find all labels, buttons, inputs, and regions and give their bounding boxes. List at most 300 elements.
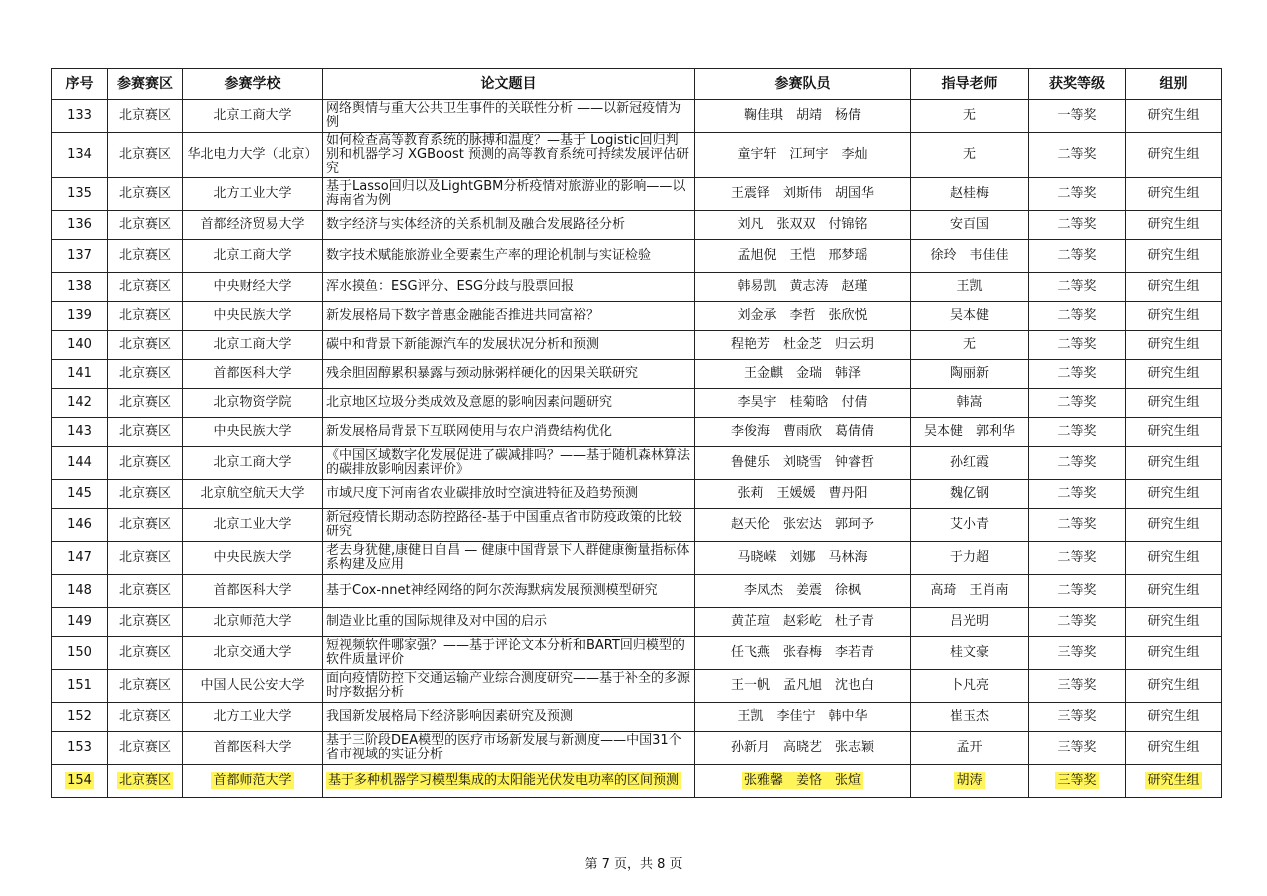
- row-zone-cell: [108, 703, 183, 732]
- row-title-text: 新发展格局背景下互联网使用与农户消费结构优化: [326, 424, 613, 439]
- row-members-cell: [695, 211, 911, 240]
- row-no-text: 133: [67, 108, 92, 123]
- row-group-cell: [1126, 703, 1222, 732]
- row-members-cell: [695, 240, 911, 273]
- table-row: [52, 670, 1222, 703]
- row-school-text: 首都医科大学: [213, 366, 292, 381]
- row-zone-cell: [108, 542, 183, 575]
- row-title-cell: [323, 447, 695, 480]
- row-title-text: 浑水摸鱼：ESG评分、ESG分歧与股票回报: [326, 279, 575, 294]
- row-zone-cell: [108, 211, 183, 240]
- row-no-text: 139: [67, 308, 92, 323]
- table-row: [52, 273, 1222, 302]
- row-group-cell: [1126, 331, 1222, 360]
- row-title-cell: [323, 637, 695, 670]
- row-award-cell: [1029, 211, 1126, 240]
- row-advisor-cell: [911, 418, 1029, 447]
- row-school-text: 中国人民公安大学: [200, 678, 305, 693]
- row-zone-cell: [108, 509, 183, 542]
- row-title-cell: [323, 765, 695, 798]
- table-row: [52, 637, 1222, 670]
- table-row: [52, 302, 1222, 331]
- row-no-cell: [52, 100, 108, 133]
- row-school-cell: [183, 509, 323, 542]
- row-no-text: 152: [67, 709, 92, 724]
- row-no-cell: [52, 608, 108, 637]
- row-members-cell: [695, 360, 911, 389]
- row-school-cell: [183, 608, 323, 637]
- row-advisor-cell: [911, 765, 1029, 798]
- row-award-text: 二等奖: [1057, 424, 1097, 439]
- table-row: [52, 765, 1222, 798]
- row-award-cell: [1029, 703, 1126, 732]
- header-advisor: 指导老师: [911, 69, 1029, 100]
- row-group-text: 研究生组: [1147, 709, 1200, 724]
- row-advisor-cell: [911, 575, 1029, 608]
- row-group-text: 研究生组: [1147, 517, 1200, 532]
- row-members-text: 王凯 李佳宁 韩中华: [737, 709, 868, 724]
- row-school-cell: [183, 765, 323, 798]
- row-no-text: 135: [67, 186, 92, 201]
- row-group-cell: [1126, 389, 1222, 418]
- row-no-text: 154: [67, 773, 92, 788]
- row-award-text: 二等奖: [1057, 395, 1097, 410]
- row-group-text: 研究生组: [1147, 455, 1200, 470]
- row-advisor-text: 安百国: [949, 217, 989, 232]
- row-award-text: 二等奖: [1057, 614, 1097, 629]
- row-zone-text: 北京赛区: [118, 147, 171, 162]
- row-school-text: 北京工商大学: [213, 455, 292, 470]
- row-members-cell: [695, 100, 911, 133]
- row-group-cell: [1126, 732, 1222, 765]
- row-advisor-cell: [911, 302, 1029, 331]
- row-title-text: 新冠疫情长期动态防控路径-基于中国重点省市防疫政策的比较研究: [326, 510, 682, 539]
- page-footer: 第 7 页，共 8 页: [584, 857, 683, 872]
- row-zone-text: 北京赛区: [118, 645, 171, 660]
- row-title-cell: [323, 302, 695, 331]
- row-award-cell: [1029, 240, 1126, 273]
- row-group-cell: [1126, 133, 1222, 178]
- row-award-cell: [1029, 273, 1126, 302]
- row-award-cell: [1029, 331, 1126, 360]
- row-zone-cell: [108, 273, 183, 302]
- row-group-text: 研究生组: [1147, 486, 1200, 501]
- row-zone-text: 北京赛区: [118, 186, 171, 201]
- row-title-text: 基于Cox-nnet神经网络的阿尔茨海默病发展预测模型研究: [326, 583, 658, 598]
- table-row: [52, 447, 1222, 480]
- row-school-cell: [183, 302, 323, 331]
- row-zone-cell: [108, 480, 183, 509]
- row-no-text: 143: [67, 424, 92, 439]
- row-award-cell: [1029, 575, 1126, 608]
- row-award-cell: [1029, 447, 1126, 480]
- row-group-text: 研究生组: [1147, 308, 1200, 323]
- row-title-cell: [323, 418, 695, 447]
- row-no-cell: [52, 302, 108, 331]
- row-group-cell: [1126, 360, 1222, 389]
- row-title-cell: [323, 100, 695, 133]
- table-row: [52, 418, 1222, 447]
- row-members-cell: [695, 331, 911, 360]
- row-school-cell: [183, 100, 323, 133]
- row-advisor-text: 桂文豪: [949, 645, 989, 660]
- row-members-text: 李昊宇 桂菊晗 付倩: [737, 395, 868, 410]
- row-group-cell: [1126, 670, 1222, 703]
- row-group-cell: [1126, 575, 1222, 608]
- row-members-cell: [695, 509, 911, 542]
- row-title-text: 残余胆固醇累积暴露与颈动脉粥样硬化的因果关联研究: [326, 366, 639, 381]
- row-award-cell: [1029, 418, 1126, 447]
- row-no-cell: [52, 360, 108, 389]
- row-title-text: 《中国区域数字化发展促进了碳减排吗？——基于随机森林算法的碳排放影响因素评价》: [326, 448, 691, 477]
- row-award-text: 三等奖: [1057, 773, 1097, 788]
- row-title-text: 市域尺度下河南省农业碳排放时空演进特征及趋势预测: [326, 486, 639, 501]
- row-zone-text: 北京赛区: [118, 740, 171, 755]
- row-award-text: 二等奖: [1057, 486, 1097, 501]
- row-group-cell: [1126, 480, 1222, 509]
- row-award-cell: [1029, 765, 1126, 798]
- row-advisor-text: 王凯: [956, 279, 983, 294]
- row-zone-cell: [108, 240, 183, 273]
- row-award-cell: [1029, 100, 1126, 133]
- row-no-text: 137: [67, 248, 92, 263]
- table-row: [52, 480, 1222, 509]
- row-members-text: 韩易凯 黄志涛 赵瑾: [737, 279, 868, 294]
- row-award-cell: [1029, 360, 1126, 389]
- row-school-text: 北京工商大学: [213, 337, 292, 352]
- row-no-cell: [52, 480, 108, 509]
- row-group-text: 研究生组: [1147, 248, 1200, 263]
- header-members: 参赛队员: [695, 69, 911, 100]
- row-school-cell: [183, 211, 323, 240]
- row-award-cell: [1029, 670, 1126, 703]
- row-zone-text: 北京赛区: [118, 279, 171, 294]
- table-row: [52, 542, 1222, 575]
- row-zone-cell: [108, 178, 183, 211]
- row-no-text: 153: [67, 740, 92, 755]
- row-group-text: 研究生组: [1147, 108, 1200, 123]
- row-members-cell: [695, 447, 911, 480]
- row-members-cell: [695, 178, 911, 211]
- row-school-cell: [183, 331, 323, 360]
- table-row: [52, 133, 1222, 178]
- table-body: [52, 100, 1222, 798]
- row-members-cell: [695, 575, 911, 608]
- row-zone-cell: [108, 447, 183, 480]
- row-title-cell: [323, 133, 695, 178]
- row-award-text: 三等奖: [1057, 645, 1097, 660]
- row-no-cell: [52, 575, 108, 608]
- row-title-cell: [323, 211, 695, 240]
- row-group-text: 研究生组: [1147, 583, 1200, 598]
- row-title-cell: [323, 360, 695, 389]
- row-school-text: 中央民族大学: [213, 424, 292, 439]
- row-award-text: 二等奖: [1057, 550, 1097, 565]
- row-zone-text: 北京赛区: [118, 308, 171, 323]
- row-award-text: 二等奖: [1057, 217, 1097, 232]
- row-advisor-cell: [911, 447, 1029, 480]
- row-members-text: 王一帆 孟凡旭 沈也白: [730, 678, 874, 693]
- row-no-cell: [52, 273, 108, 302]
- row-no-text: 141: [67, 366, 92, 381]
- row-no-cell: [52, 331, 108, 360]
- row-school-cell: [183, 133, 323, 178]
- row-school-text: 北京工商大学: [213, 248, 292, 263]
- row-no-cell: [52, 765, 108, 798]
- row-members-text: 刘凡 张双双 付锦铭: [737, 217, 868, 232]
- row-award-text: 二等奖: [1057, 337, 1097, 352]
- row-no-cell: [52, 703, 108, 732]
- row-zone-cell: [108, 637, 183, 670]
- header-row: [52, 69, 1222, 100]
- row-award-text: 二等奖: [1057, 583, 1097, 598]
- row-members-text: 孙新月 高晓艺 张志颖: [730, 740, 874, 755]
- row-zone-cell: [108, 133, 183, 178]
- row-award-cell: [1029, 178, 1126, 211]
- row-school-cell: [183, 670, 323, 703]
- row-zone-text: 北京赛区: [118, 773, 171, 788]
- row-school-cell: [183, 542, 323, 575]
- row-advisor-cell: [911, 273, 1029, 302]
- row-advisor-cell: [911, 608, 1029, 637]
- row-members-cell: [695, 670, 911, 703]
- table-row: [52, 389, 1222, 418]
- row-title-text: 北京地区垃圾分类成效及意愿的影响因素问题研究: [326, 395, 613, 410]
- row-title-text: 短视频软件哪家强？——基于评论文本分析和BART回归模型的软件质量评价: [326, 638, 685, 667]
- row-title-cell: [323, 240, 695, 273]
- awards-table: [51, 68, 1222, 798]
- row-advisor-cell: [911, 211, 1029, 240]
- row-title-text: 新发展格局下数字普惠金融能否推进共同富裕？: [326, 308, 600, 323]
- row-school-cell: [183, 575, 323, 608]
- header-title: 论文题目: [323, 69, 695, 100]
- row-no-text: 149: [67, 614, 92, 629]
- row-group-cell: [1126, 542, 1222, 575]
- row-title-text: 数字技术赋能旅游业全要素生产率的理论机制与实证检验: [326, 248, 652, 263]
- row-members-cell: [695, 418, 911, 447]
- row-title-text: 基于多种机器学习模型集成的太阳能光伏发电功率的区间预测: [328, 773, 680, 788]
- row-title-text: 制造业比重的国际规律及对中国的启示: [326, 614, 548, 629]
- row-award-text: 二等奖: [1057, 186, 1097, 201]
- row-zone-text: 北京赛区: [118, 395, 171, 410]
- row-zone-text: 北京赛区: [118, 583, 171, 598]
- row-school-cell: [183, 480, 323, 509]
- row-award-cell: [1029, 389, 1126, 418]
- row-group-cell: [1126, 211, 1222, 240]
- table-row: [52, 211, 1222, 240]
- row-advisor-text: 魏亿钢: [949, 486, 989, 501]
- row-group-text: 研究生组: [1147, 186, 1200, 201]
- row-award-cell: [1029, 133, 1126, 178]
- row-members-text: 孟旭倪 王恺 邢梦瑶: [737, 248, 868, 263]
- row-award-cell: [1029, 608, 1126, 637]
- row-title-text: 碳中和背景下新能源汽车的发展状况分析和预测: [326, 337, 600, 352]
- row-advisor-cell: [911, 100, 1029, 133]
- row-members-cell: [695, 480, 911, 509]
- row-title-cell: [323, 732, 695, 765]
- row-advisor-cell: [911, 703, 1029, 732]
- row-school-text: 首都医科大学: [213, 740, 292, 755]
- table-row: [52, 608, 1222, 637]
- row-group-text: 研究生组: [1147, 773, 1200, 788]
- row-advisor-text: 韩嵩: [956, 395, 983, 410]
- table-row: [52, 331, 1222, 360]
- row-school-text: 北京航空航天大学: [200, 486, 305, 501]
- row-zone-cell: [108, 331, 183, 360]
- row-group-text: 研究生组: [1147, 279, 1200, 294]
- row-advisor-text: 陶丽新: [949, 366, 989, 381]
- row-advisor-text: 吴本健 郭利华: [923, 424, 1015, 439]
- row-zone-text: 北京赛区: [118, 248, 171, 263]
- row-title-text: 如何检查高等教育系统的脉搏和温度？—基于 Logistic回归判别和机器学习 XGBoost 预测的高等教育系统可持续发展评估研究: [326, 133, 689, 176]
- row-zone-text: 北京赛区: [118, 455, 171, 470]
- row-no-text: 136: [67, 217, 92, 232]
- row-zone-cell: [108, 418, 183, 447]
- row-school-text: 北京物资学院: [213, 395, 292, 410]
- row-no-cell: [52, 211, 108, 240]
- row-award-cell: [1029, 302, 1126, 331]
- row-school-text: 北京工商大学: [213, 108, 292, 123]
- row-advisor-text: 吕光明: [949, 614, 989, 629]
- row-group-cell: [1126, 100, 1222, 133]
- row-members-text: 童宇轩 江珂宇 李灿: [737, 147, 868, 162]
- row-school-cell: [183, 447, 323, 480]
- row-zone-cell: [108, 608, 183, 637]
- row-zone-text: 北京赛区: [118, 709, 171, 724]
- row-school-text: 北京交通大学: [213, 645, 292, 660]
- row-advisor-text: 吴本健: [949, 308, 989, 323]
- row-award-text: 三等奖: [1057, 709, 1097, 724]
- row-zone-text: 北京赛区: [118, 108, 171, 123]
- row-award-text: 二等奖: [1057, 517, 1097, 532]
- row-school-text: 首都医科大学: [213, 583, 292, 598]
- row-title-cell: [323, 608, 695, 637]
- row-title-text: 基于Lasso回归以及LightGBM分析疫情对旅游业的影响——以海南省为例: [326, 179, 686, 208]
- row-no-text: 138: [67, 279, 92, 294]
- row-title-cell: [323, 480, 695, 509]
- row-advisor-cell: [911, 240, 1029, 273]
- row-school-cell: [183, 389, 323, 418]
- row-no-cell: [52, 447, 108, 480]
- row-school-text: 中央民族大学: [213, 308, 292, 323]
- row-school-text: 北京师范大学: [213, 614, 292, 629]
- row-advisor-cell: [911, 133, 1029, 178]
- row-members-text: 鲁健乐 刘晓雪 钟睿哲: [730, 455, 874, 470]
- row-no-text: 151: [67, 678, 92, 693]
- row-no-cell: [52, 178, 108, 211]
- row-advisor-cell: [911, 509, 1029, 542]
- row-group-cell: [1126, 765, 1222, 798]
- row-members-text: 鞠佳琪 胡靖 杨倩: [743, 108, 861, 123]
- row-zone-text: 北京赛区: [118, 337, 171, 352]
- row-group-text: 研究生组: [1147, 424, 1200, 439]
- row-zone-text: 北京赛区: [118, 486, 171, 501]
- header-zone: 参赛赛区: [108, 69, 183, 100]
- row-zone-text: 北京赛区: [118, 217, 171, 232]
- row-award-text: 二等奖: [1057, 147, 1097, 162]
- row-group-text: 研究生组: [1147, 337, 1200, 352]
- row-advisor-text: 胡涛: [956, 773, 983, 788]
- row-title-cell: [323, 509, 695, 542]
- row-zone-text: 北京赛区: [118, 614, 171, 629]
- row-advisor-text: 无: [962, 147, 976, 162]
- row-school-text: 中央民族大学: [213, 550, 292, 565]
- row-members-text: 张莉 王媛媛 曹丹阳: [737, 486, 868, 501]
- row-members-text: 程艳芳 杜金芝 归云玥: [730, 337, 874, 352]
- row-zone-cell: [108, 732, 183, 765]
- row-no-text: 147: [67, 550, 92, 565]
- table-row: [52, 732, 1222, 765]
- row-zone-text: 北京赛区: [118, 678, 171, 693]
- row-members-text: 李俊海 曹雨欣 葛倩倩: [730, 424, 874, 439]
- row-award-text: 二等奖: [1057, 279, 1097, 294]
- row-school-text: 华北电力大学（北京）: [187, 147, 318, 162]
- row-award-cell: [1029, 637, 1126, 670]
- row-members-text: 王震铎 刘斯伟 胡国华: [730, 186, 874, 201]
- row-school-cell: [183, 360, 323, 389]
- row-advisor-cell: [911, 732, 1029, 765]
- row-group-text: 研究生组: [1147, 678, 1200, 693]
- table-row: [52, 178, 1222, 211]
- row-no-cell: [52, 240, 108, 273]
- table-row: [52, 575, 1222, 608]
- row-advisor-text: 崔玉杰: [949, 709, 989, 724]
- row-no-text: 140: [67, 337, 92, 352]
- header-group: 组别: [1126, 69, 1222, 100]
- row-award-text: 二等奖: [1057, 308, 1097, 323]
- row-advisor-cell: [911, 360, 1029, 389]
- row-group-cell: [1126, 302, 1222, 331]
- row-group-text: 研究生组: [1147, 550, 1200, 565]
- row-school-cell: [183, 732, 323, 765]
- row-members-cell: [695, 608, 911, 637]
- row-group-cell: [1126, 447, 1222, 480]
- row-title-cell: [323, 273, 695, 302]
- row-group-cell: [1126, 273, 1222, 302]
- row-no-cell: [52, 542, 108, 575]
- row-group-cell: [1126, 418, 1222, 447]
- row-title-cell: [323, 542, 695, 575]
- row-school-cell: [183, 703, 323, 732]
- row-award-text: 二等奖: [1057, 248, 1097, 263]
- row-no-cell: [52, 133, 108, 178]
- row-group-cell: [1126, 178, 1222, 211]
- row-advisor-text: 于力超: [949, 550, 989, 565]
- row-members-text: 王金麒 金瑞 韩泽: [743, 366, 861, 381]
- row-advisor-text: 艾小青: [949, 517, 989, 532]
- row-award-cell: [1029, 732, 1126, 765]
- row-members-cell: [695, 133, 911, 178]
- row-no-text: 142: [67, 395, 92, 410]
- row-title-text: 基于三阶段DEA模型的医疗市场新发展与新测度——中国31个省市视域的实证分析: [326, 733, 682, 762]
- row-title-cell: [323, 178, 695, 211]
- row-title-cell: [323, 389, 695, 418]
- row-award-text: 二等奖: [1057, 366, 1097, 381]
- row-members-cell: [695, 732, 911, 765]
- row-school-text: 北京工业大学: [213, 517, 292, 532]
- row-group-cell: [1126, 509, 1222, 542]
- row-title-cell: [323, 331, 695, 360]
- row-group-cell: [1126, 608, 1222, 637]
- row-advisor-text: 赵桂梅: [949, 186, 989, 201]
- row-no-cell: [52, 637, 108, 670]
- row-zone-cell: [108, 389, 183, 418]
- row-title-cell: [323, 703, 695, 732]
- table-row: [52, 240, 1222, 273]
- row-title-text: 数字经济与实体经济的关系机制及融合发展路径分析: [326, 217, 626, 232]
- row-no-text: 134: [67, 147, 92, 162]
- row-no-text: 146: [67, 517, 92, 532]
